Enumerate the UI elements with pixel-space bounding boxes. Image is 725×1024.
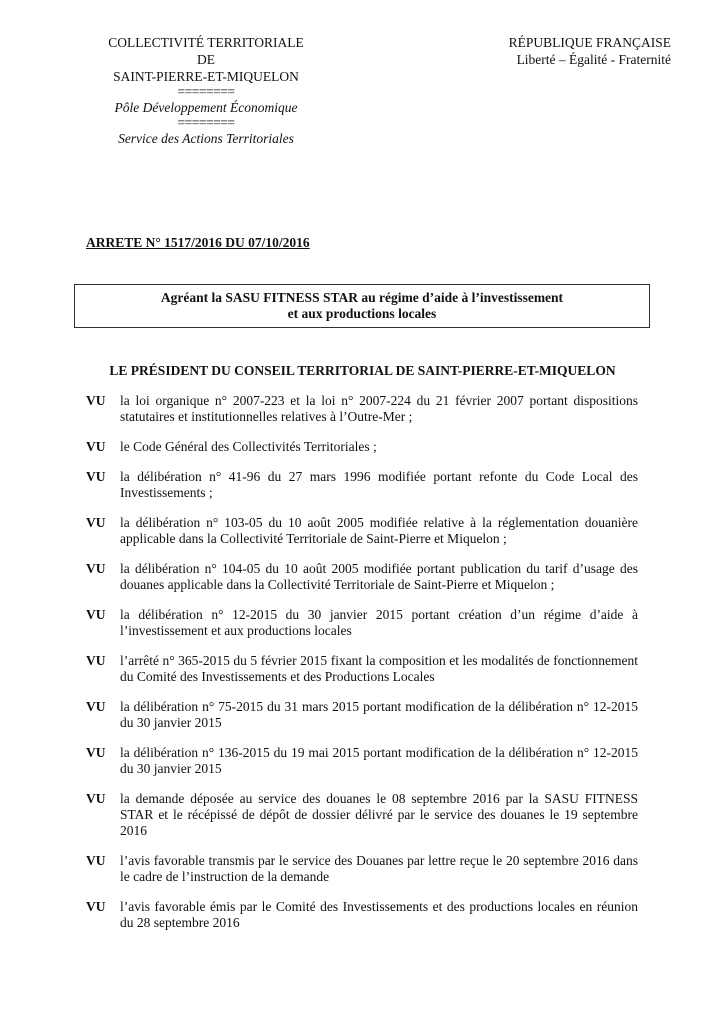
issuer-line-1: COLLECTIVITÉ TERRITORIALE bbox=[108, 35, 304, 50]
president-title: LE PRÉSIDENT DU CONSEIL TERRITORIAL DE SAINT-PIERRE-ET-MIQUELON bbox=[109, 363, 616, 378]
vu-item bbox=[86, 469, 638, 501]
vu-text: la délibération n° 136-2015 du 19 mai 2015 portant modification de la délibération n° 12-2015 du 30 janvier 2015 bbox=[120, 745, 638, 776]
vu-item bbox=[86, 607, 638, 639]
republic-motto: Liberté – Égalité - Fraternité bbox=[516, 52, 671, 67]
vu-label: VU bbox=[86, 393, 106, 408]
header-separator: ======== bbox=[177, 115, 235, 130]
vu-label: VU bbox=[86, 745, 106, 760]
vu-list bbox=[86, 393, 638, 945]
vu-text: l’avis favorable émis par le Comité des Investissements et des productions locales en réunion du 28 septembre 2016 bbox=[120, 899, 638, 930]
vu-item bbox=[86, 699, 638, 731]
vu-item bbox=[86, 393, 638, 425]
vu-label: VU bbox=[86, 853, 106, 868]
vu-label: VU bbox=[86, 607, 106, 622]
republic-name: RÉPUBLIQUE FRANÇAISE bbox=[508, 35, 671, 50]
issuer-header bbox=[96, 34, 316, 147]
vu-label: VU bbox=[86, 899, 106, 914]
vu-label: VU bbox=[86, 469, 106, 484]
vu-label: VU bbox=[86, 791, 106, 806]
service-name: Service des Actions Territoriales bbox=[118, 131, 294, 146]
object-box bbox=[74, 284, 650, 328]
object-line-1: Agréant la SASU FITNESS STAR au régime d’aide à l’investissement bbox=[160, 290, 564, 305]
vu-label: VU bbox=[86, 653, 106, 668]
vu-text: la demande déposée au service des douanes le 08 septembre 2016 par la SASU FITNESS STAR et le récépissé de dépôt de dossier délivré par le service des douanes le 19 septembre 2016 bbox=[120, 791, 638, 838]
vu-label: VU bbox=[86, 561, 106, 576]
vu-text: la délibération n° 104-05 du 10 août 2005 modifiée portant publication du tarif d’usage des douanes applicable dans la Collectivité Territoriale de Saint-Pierre et Miquelon ; bbox=[120, 561, 638, 592]
vu-item bbox=[86, 561, 638, 593]
vu-text: la délibération n° 103-05 du 10 août 2005 modifiée relative à la réglementation douanière applicable dans la Collectivité Territoriale de Saint-Pierre et Miquelon ; bbox=[120, 515, 638, 546]
header-separator: ======== bbox=[177, 84, 235, 99]
vu-item bbox=[86, 515, 638, 547]
vu-text: le Code Général des Collectivités Territoriales ; bbox=[120, 439, 377, 454]
vu-item bbox=[86, 653, 638, 685]
vu-text: la délibération n° 12-2015 du 30 janvier 2015 portant création d’un régime d’aide à l’investissement et aux productions locales bbox=[120, 607, 638, 638]
vu-text: la délibération n° 41-96 du 27 mars 1996 modifiée portant refonte du Code Local des Investissements ; bbox=[120, 469, 638, 500]
vu-text: l’avis favorable transmis par le service des Douanes par lettre reçue le 20 septembre 2016 dans le cadre de l’instruction de la demande bbox=[120, 853, 638, 884]
issuer-line-3: SAINT-PIERRE-ET-MIQUELON bbox=[113, 69, 299, 84]
vu-text: l’arrêté n° 365-2015 du 5 février 2015 fixant la composition et les modalités de fonctionnement du Comité des Investissements et des Productions Locales bbox=[120, 653, 638, 684]
vu-item bbox=[86, 791, 638, 839]
object-line-2: et aux productions locales bbox=[287, 306, 437, 321]
vu-label: VU bbox=[86, 699, 106, 714]
vu-item bbox=[86, 745, 638, 777]
issuer-line-2: DE bbox=[197, 52, 215, 67]
arrete-title: ARRETE N° 1517/2016 DU 07/10/2016 bbox=[86, 235, 310, 250]
vu-item bbox=[86, 439, 638, 455]
republic-header bbox=[509, 34, 671, 68]
pole-name: Pôle Développement Économique bbox=[114, 100, 298, 115]
vu-text: la délibération n° 75-2015 du 31 mars 2015 portant modification de la délibération n° 12-2015 du 30 janvier 2015 bbox=[120, 699, 638, 730]
vu-label: VU bbox=[86, 515, 106, 530]
vu-item bbox=[86, 899, 638, 931]
vu-label: VU bbox=[86, 439, 106, 454]
vu-item bbox=[86, 853, 638, 885]
vu-text: la loi organique n° 2007-223 et la loi n° 2007-224 du 21 février 2007 portant dispositions statutaires et institutionnelles relatives à l’Outre-Mer ; bbox=[120, 393, 638, 424]
